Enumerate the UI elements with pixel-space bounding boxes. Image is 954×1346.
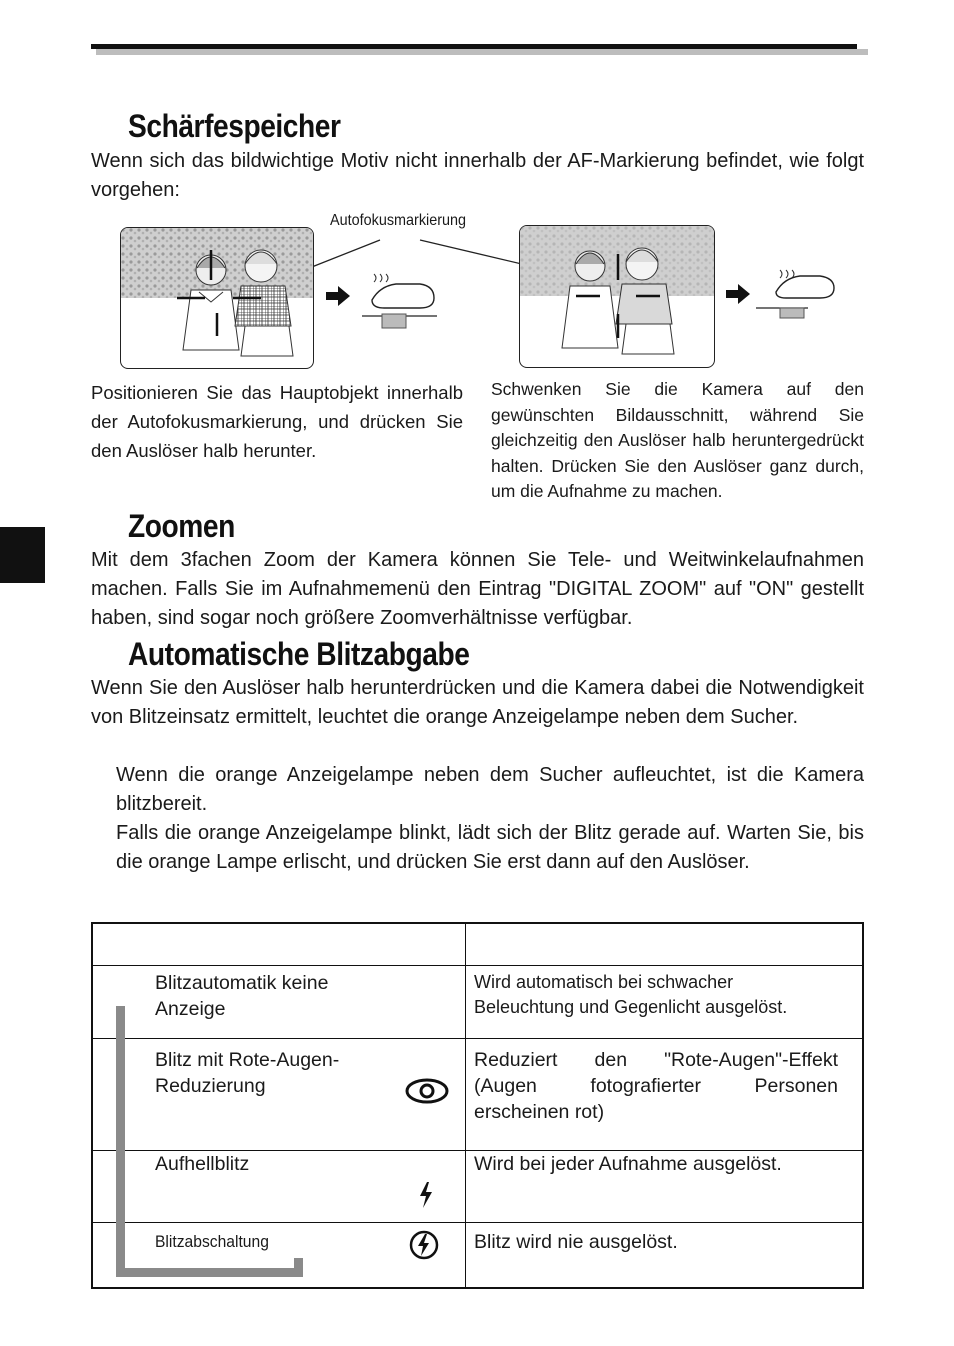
flash-bullet-2: Falls die orange Anzeigelampe blinkt, lädt sich der Blitz gerade auf. Warten Sie, bis die orange Lampe erlischt, und drücken Sie erst dann auf den Auslöser. xyxy=(116,822,864,873)
flash-bullet-1: Wenn die orange Anzeigelampe neben dem Sucher aufleuchtet, ist die Kamera blitzbereit. xyxy=(116,764,864,815)
flash-text: Wenn Sie den Auslöser halb herunterdrücken und die Kamera dabei die Notwendigkeit von Blitzeinsatz ermittelt, leuchtet die orange Anzeigelampe neben dem Sucher. xyxy=(91,677,864,728)
mode-label-red-eye: Blitz mit Rote-Augen-Reduzierung xyxy=(155,1048,340,1097)
table-header-description xyxy=(466,923,864,965)
focus-step-2: Schwenken Sie die Kamera auf den gewünschten Bildausschnitt, während Sie gleichzeitig den Auslöser halb heruntergedrückt halten. Drücken Sie den Auslöser ganz durch, um die Aufnahme zu machen. xyxy=(491,379,864,501)
focus-lock-intro: Wenn sich das bildwichtige Motiv nicht innerhalb der AF-Markierung befindet, wie folgt vorgehen: xyxy=(91,150,864,201)
table-row xyxy=(92,965,863,1038)
table-row xyxy=(92,1038,863,1150)
flash-mode-table xyxy=(91,922,864,1289)
table-header-row xyxy=(92,923,863,965)
section-title-flash: Automatische Blitzabgabe xyxy=(128,636,470,672)
section-title-focus-lock: Schärfespeicher xyxy=(128,108,341,144)
mode-label-auto: Blitzautomatik keine Anzeige xyxy=(155,971,329,1020)
table-row xyxy=(92,1150,863,1222)
mode-cycle-bracket-end xyxy=(294,1258,303,1277)
photo-recompose xyxy=(519,225,715,368)
mode-cycle-bracket-vertical xyxy=(116,1006,125,1276)
mode-desc-red-eye: Reduziert den "Rote-Augen"-Effekt (Augen fotografierter Personen erscheinen rot) xyxy=(474,1048,838,1123)
zoom-text: Mit dem 3fachen Zoom der Kamera können Sie Tele- und Weitwinkelaufnahmen machen. Falls Sie im Aufnahmemenü den Eintrag "DIGITAL ZOOM" auf "ON" gestellt haben, sind sogar noch größere Zoomverhältnisse verfügbar. xyxy=(91,549,864,629)
mode-label-fill-flash: Aufhellblitz xyxy=(155,1152,250,1175)
photo-focus-position xyxy=(120,227,314,369)
af-marker-label: Autofokusmarkierung xyxy=(330,212,467,229)
full-press-illustration-2 xyxy=(722,262,842,322)
mode-label-flash-off: Blitzabschaltung xyxy=(155,1231,269,1251)
flash-icon xyxy=(417,1181,435,1209)
half-press-illustration-1 xyxy=(322,262,442,332)
table-header-mode xyxy=(92,923,466,965)
mode-desc-auto: Wird automatisch bei schwacher Beleuchtung und Gegenlicht ausgelöst. xyxy=(474,971,788,1017)
flash-off-icon xyxy=(408,1229,440,1261)
mode-desc-flash-off: Blitz wird nie ausgelöst. xyxy=(474,1230,678,1253)
table-row xyxy=(92,1222,863,1288)
section-title-zoom: Zoomen xyxy=(128,508,235,544)
red-eye-icon xyxy=(404,1077,450,1105)
mode-desc-fill-flash: Wird bei jeder Aufnahme ausgelöst. xyxy=(474,1152,782,1175)
focus-step-1: Positionieren Sie das Hauptobjekt innerhalb der Autofokusmarkierung, und drücken Sie den Auslöser halb herunter. xyxy=(91,382,463,461)
chapter-tab xyxy=(0,527,45,583)
mode-cycle-bracket-horizontal xyxy=(116,1268,303,1277)
